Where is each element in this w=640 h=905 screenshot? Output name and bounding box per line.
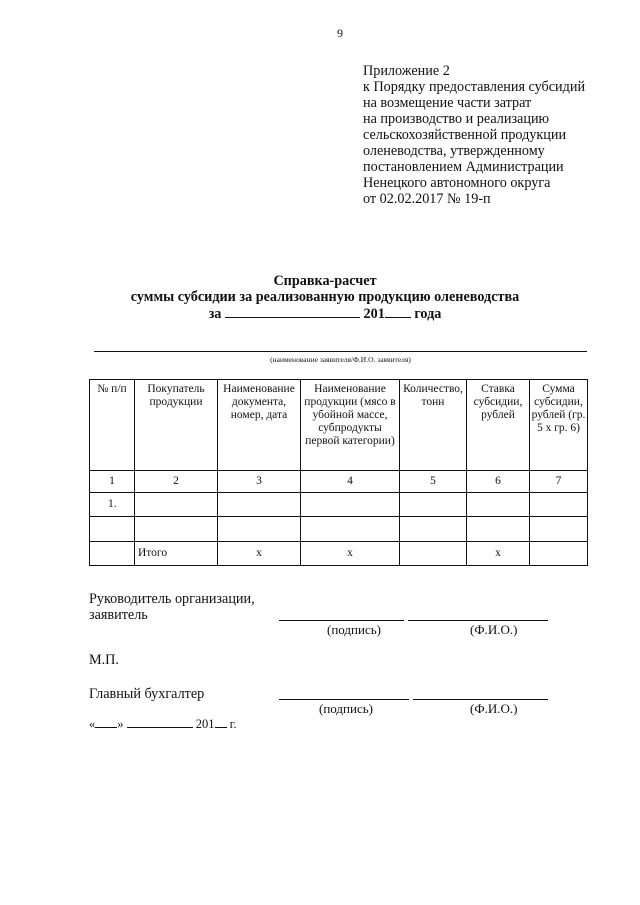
appendix-line: оленеводства, утвержденному — [363, 143, 545, 159]
header-cell: Наименование продукции (мясо в убойной массе, субпродукты первой категории) — [301, 380, 400, 471]
head-title-line-1: Руководитель организации, — [89, 591, 255, 607]
table-cell[interactable] — [218, 493, 301, 517]
table-cell: х — [218, 542, 301, 566]
appendix-line: Ненецкого автономного округа — [363, 175, 551, 191]
table-cell[interactable] — [301, 517, 400, 542]
table-row — [90, 517, 588, 542]
day-blank[interactable] — [95, 717, 117, 728]
head-name-caption: (Ф.И.О.) — [470, 622, 518, 637]
head-signature-line[interactable] — [279, 620, 404, 621]
table-cell[interactable] — [301, 493, 400, 517]
table-cell[interactable] — [400, 542, 467, 566]
column-number-row — [90, 471, 588, 493]
column-number: 7 — [530, 471, 588, 493]
appendix-line: на возмещение части затрат — [363, 95, 532, 111]
column-number: 2 — [135, 471, 218, 493]
table-row — [90, 493, 588, 517]
appendix-line: Приложение 2 — [363, 63, 450, 79]
date-close-quote: » — [117, 717, 124, 731]
table-cell[interactable] — [135, 517, 218, 542]
accountant-name-caption: (Ф.И.О.) — [470, 701, 518, 716]
date-year-blank[interactable] — [215, 717, 227, 728]
head-name-line[interactable] — [408, 620, 548, 621]
table-cell[interactable] — [400, 517, 467, 542]
table-cell[interactable] — [400, 493, 467, 517]
column-number: 3 — [218, 471, 301, 493]
header-cell: Количество, тонн — [400, 380, 467, 471]
accountant-title: Главный бухгалтер — [89, 686, 205, 702]
total-label: Итого — [135, 542, 218, 566]
appendix-line: от 02.02.2017 № 19-п — [363, 191, 491, 207]
table-cell[interactable] — [530, 542, 588, 566]
table-cell[interactable] — [530, 517, 588, 542]
table-cell[interactable]: 1. — [90, 493, 135, 517]
head-signature-caption: (подпись) — [327, 622, 381, 637]
total-row — [90, 542, 588, 566]
table-cell[interactable] — [467, 517, 530, 542]
accountant-name-line[interactable] — [413, 699, 548, 700]
date-open-quote: « — [89, 717, 96, 731]
table-cell[interactable] — [530, 493, 588, 517]
header-cell: Покупатель продукции — [135, 380, 218, 471]
appendix-line: сельскохозяйственной продукции — [363, 127, 567, 143]
accountant-signature-caption: (подпись) — [319, 701, 373, 716]
header-cell: Сумма субсидии, рублей (гр. 5 х гр. 6) — [530, 380, 588, 471]
table-cell[interactable] — [467, 493, 530, 517]
header-cell: Наименование документа, номер, дата — [218, 380, 301, 471]
document-title — [60, 273, 590, 322]
column-number: 4 — [301, 471, 400, 493]
month-blank[interactable] — [127, 717, 193, 728]
table-cell[interactable] — [135, 493, 218, 517]
header-cell: Ставка субсидии, рублей — [467, 380, 530, 471]
date-year: 201 — [195, 717, 215, 731]
applicant-name-line[interactable] — [94, 351, 587, 352]
title-line-2: суммы субсидии за реализованную продукцию оленеводства — [130, 289, 520, 305]
header-cell: № п/п — [90, 380, 135, 471]
page-number: 9 — [337, 26, 343, 40]
title-period-prefix: за — [208, 306, 222, 322]
title-line-1: Справка-расчет — [273, 273, 377, 289]
accountant-signature-line[interactable] — [279, 699, 409, 700]
title-line-3 — [60, 305, 590, 322]
appendix-line: к Порядку предоставления субсидий — [363, 79, 586, 95]
table-cell — [90, 542, 135, 566]
year-blank[interactable] — [385, 305, 411, 318]
title-year: 201 — [363, 306, 385, 322]
table-header-row — [90, 380, 588, 471]
period-blank[interactable] — [225, 305, 360, 318]
table-cell[interactable] — [90, 517, 135, 542]
appendix-line: на производство и реализацию — [363, 111, 550, 127]
head-title-line-2: заявитель — [89, 607, 148, 623]
table-cell[interactable] — [218, 517, 301, 542]
calculation-table — [89, 379, 588, 566]
column-number: 1 — [90, 471, 135, 493]
column-number: 6 — [467, 471, 530, 493]
title-year-suffix: года — [414, 306, 442, 322]
appendix-line: постановлением Администрации — [363, 159, 564, 175]
applicant-caption: (наименование заявителя/Ф.И.О. заявителя) — [270, 355, 411, 364]
column-number: 5 — [400, 471, 467, 493]
table-cell: х — [467, 542, 530, 566]
appendix-block — [363, 63, 633, 207]
table-cell: х — [301, 542, 400, 566]
date-year-suffix: г. — [229, 717, 237, 731]
stamp-label: М.П. — [89, 652, 119, 668]
date-line — [89, 717, 236, 732]
